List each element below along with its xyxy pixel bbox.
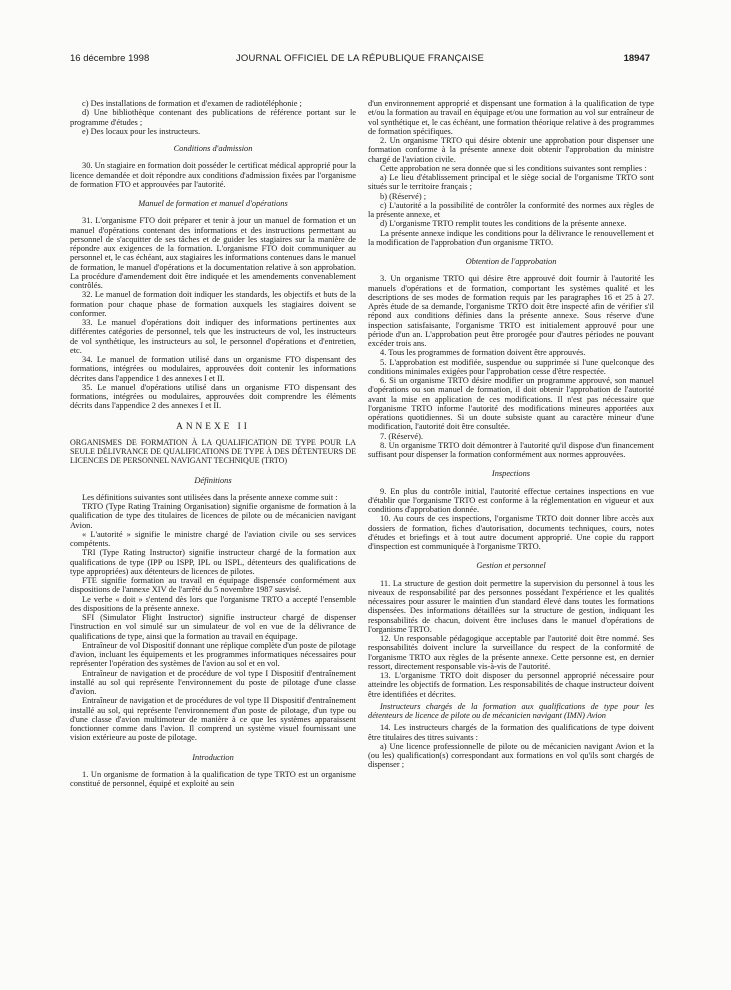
paragraph: d'un environnement approprié et dispensant une formation à la qualification de type et/ou la formation au travail en équipage et/ou une formation au vol sur entraîneur de vol synthétique et, le cas échéant, une formation théorique relative à des programmes de formation spécifiques. (368, 99, 654, 136)
right-column (368, 99, 654, 770)
paragraph: FTE signifie formation au travail en équipage dispensée conformément aux dispositions de l'annexe XIV de l'arrêté du 5 novembre 1987 susvisé. (70, 576, 356, 595)
paragraph: Les définitions suivantes sont utilisées dans la présente annexe comme suit : (82, 492, 338, 502)
page-number: 18947 (623, 53, 650, 64)
annex-title: ANNEXE II (176, 421, 250, 432)
paragraph: a) Une licence professionnelle de pilote ou de mécanicien navigant Avion et la (ou les) qualification(s) correspondant aux formations en vol qu'ils sont chargés de dispenser ; (368, 741, 654, 770)
paragraph: Cette approbation ne sera donnée que si les conditions suivantes sont remplies : (380, 163, 647, 173)
page-header (70, 52, 650, 66)
paragraph: 32. Le manuel de formation doit indiquer les standards, les objectifs et buts de la formation pour chaque phase de formation auxquels les stagiaires doivent se conformer. (70, 290, 356, 318)
paragraph: 5. L'approbation est modifiée, suspendue ou supprimée si l'une quelconque des conditions minimales exigées pour l'approbation cesse d'être respectée. (368, 357, 654, 376)
paragraph: b) (Réservé) ; (380, 191, 427, 201)
section-heading: Définitions (194, 475, 232, 485)
paragraph: 33. Le manuel d'opérations doit indiquer des informations pertinentes aux différentes catégories de personnel, tels que les instructeurs de vol, les instructeurs de vol synthétique, les instructeurs au sol, le personnel d'opérations et d'entretien, etc. (70, 318, 356, 355)
annex-subtitle: ORGANISMES DE FORMATION À LA QUALIFICATION DE TYPE POUR LA SEULE DÉLIVRANCE DE QUALIFICATIONS DE TYPE À DES DÉTENTEURS DE LICENCES DE PERSONNEL NAVIGANT TECHNIQUE (TRTO) (70, 437, 356, 466)
section-heading: Obtention de l'approbation (465, 257, 557, 266)
paragraph: e) Des locaux pour les instructeurs. (82, 126, 201, 136)
paragraph: a) Le lieu d'établissement principal et le siège social de l'organisme TRTO sont situés sur le territoire français ; (368, 173, 654, 192)
left-column (70, 99, 356, 788)
paragraph: 12. Un responsable pédagogique acceptable par l'autorité doit être nommé. Ses responsabilités doivent inclure la surveillance du respect de la conformité de l'organisme TRTO aux règles de la présente annexe. Cette personne est, en dernier ressort, directement responsable vis-à-vis de l'autorité. (368, 634, 654, 671)
paragraph: 3. Un organisme TRTO qui désire être approuvé doit fournir à l'autorité les manuels d'opérations et de formation, comportant les systèmes qualité et les descriptions de ses modes de formation requis par les paragraphes 16 et 25 à 27. Après étude de sa demande, l'organisme TRTO doit être inspecté afin de vérifier s'il répond aux conditions définies dans la présente annexe. Sous réserve d'une inspection satisfaisante, l'organisme TRTO est initialement approuvé pour une période d'un an. L'approbation peut être prorogée pour d'autres périodes ne pouvant excéder trois ans. (368, 274, 654, 348)
paragraph: Entraîneur de vol Dispositif donnant une réplique complète d'un poste de pilotage d'avion, incluant les équipements et les programmes informatiques nécessaires pour représenter l'opération des systèmes de l'avion au sol et en vol. (70, 640, 356, 669)
paragraph: 31. L'organisme FTO doit préparer et tenir à jour un manuel de formation et un manuel d'opérations contenant des informations et des instructions permettant au personnel de s'acquitter de ses tâches et de guider les stagiaires sur la manière de répondre aux exigences de la formation. L'organisme FTO doit communiquer au personnel et, le cas échéant, aux stagiaires les informations contenues dans le manuel de formation, le manuel d'opérations et la documentation relative à son approbation. La procédure d'amendement doit être indiquée et les amendements convenablement contrôlés. (70, 216, 356, 290)
paragraph: 9. En plus du contrôle initial, l'autorité effectue certaines inspections en vue d'établir que l'organisme TRTO est conforme à la réglementation en vigueur et aux conditions d'approbation donnée. (368, 486, 654, 514)
paragraph: 35. Le manuel d'opérations utilisé dans un organisme FTO dispensant des formations, intégrées ou modulaires, approuvées doit comprendre les éléments décrits dans l'appendice 2 des annexes I et II. (70, 382, 356, 411)
section-heading: Introduction (192, 752, 234, 762)
paragraph: 6. Si un organisme TRTO désire modifier un programme approuvé, son manuel d'opérations ou son manuel de formation, il doit obtenir l'approbation de l'autorité avant la mise en application de ces modifications. Il n'est pas nécessaire que l'organisme TRTO informe l'autorité des modifications mineures apportées aux opérations quotidiennes. Si un doute subsiste quant au caractère mineur d'une modification, l'autorité doit être consultée. (368, 376, 654, 432)
paragraph: 10. Au cours de ces inspections, l'organisme TRTO doit donner libre accès aux dossiers de formation, fiches d'autorisation, documents techniques, cours, notes d'études et briefings et à tout autre document approprié. Une copie du rapport d'inspection est communiquée à l'organisme TRTO. (368, 514, 654, 551)
paragraph: Entraîneur de navigation et de procédure de vol type I Dispositif d'entraînement installé au sol qui représente l'environnement du poste de pilotage d'une classe d'avion. (70, 668, 356, 696)
paragraph: c) L'autorité a la possibilité de contrôler la conformité des normes aux règles de la présente annexe, et (368, 200, 654, 219)
paragraph: d) Une bibliothèque contenant des publications de référence portant sur le programme d'études ; (70, 108, 356, 127)
section-heading: Inspections (491, 469, 531, 479)
paragraph: 34. Le manuel de formation utilisé dans un organisme FTO dispensant des formations, intégrées ou modulaires, approuvées doit contenir les informations décrites dans l'appendice 1 des annexes I et II. (70, 355, 356, 383)
section-heading: Instructeurs chargés de la formation aux qualifications de type pour les détenteurs de licence de pilote ou de mécanicien navigant (IMN) Avion (368, 701, 654, 720)
paragraph: 4. Tous les programmes de formation doivent être approuvés. (380, 348, 586, 358)
section-heading: Gestion et personnel (476, 561, 546, 571)
paragraph: 30. Un stagiaire en formation doit posséder le certificat médical approprié pour la licence demandée et doit répondre aux conditions d'admission fixées par l'organisme de formation FTO et approuvées par l'autorité. (70, 161, 356, 189)
section-heading: Manuel de formation et manuel d'opérations (138, 199, 288, 208)
paragraph: 1. Un organisme de formation à la qualification de type TRTO est un organisme constitué de personnel, équipé et exploité au sein (70, 769, 356, 788)
paragraph: 7. (Réservé). (380, 431, 424, 441)
paragraph: Entraîneur de navigation et de procédures de vol type II Dispositif d'entraînement installé au sol, qui représente l'environnement d'un poste de pilotage, d'un type ou d'une classe d'avion multimoteur de manière à ce que les systèmes apparaissent fonctionner comme dans l'avion. Il comprend un système visuel fournissant une vision extérieure au poste de pilotage. (70, 696, 356, 743)
paragraph: d) L'organisme TRTO remplit toutes les conditions de la présente annexe. (380, 219, 627, 229)
paragraph: 11. La structure de gestion doit permettre la supervision du personnel à tous les niveaux de responsabilité par des personnes possédant l'expérience et les qualités nécessaires pour assurer le maintien d'un standard élevé dans toutes les formations dispensées. Des informations détaillées sur la structure de gestion, indiquant les responsabilités de chacun, doivent être incluses dans le manuel d'opérations de l'organisme TRTO. (368, 578, 654, 634)
paragraph: 14. Les instructeurs chargés de la formation des qualifications de type doivent être titulaires des titres suivants : (368, 723, 654, 742)
paragraph: « L'autorité » signifie le ministre chargé de l'aviation civile ou ses services compétents. (70, 529, 356, 548)
journal-title: JOURNAL OFFICIEL DE LA RÉPUBLIQUE FRANÇAISE (235, 53, 485, 64)
paragraph: c) Des installations de formation et d'examen de radiotéléphonie ; (82, 99, 302, 108)
section-heading: Conditions d'admission (173, 144, 253, 153)
paragraph: TRI (Type Rating Instructor) signifie instructeur chargé de la formation aux qualifications de type (IPP ou ISPP, IPL ou ISPL, détenteurs des qualifications de type appropriées) aux détenteurs de licences de pilotes. (70, 548, 356, 576)
paragraph: 13. L'organisme TRTO doit disposer du personnel approprié nécessaire pour atteindre les objectifs de formation. Les responsabilités de chaque instructeur doivent être identifiées et décrites. (368, 671, 654, 699)
paragraph: La présente annexe indique les conditions pour la délivrance le renouvellement et la modification de l'approbation d'un organisme TRTO. (368, 228, 654, 247)
paragraph: 8. Un organisme TRTO doit démontrer à l'autorité qu'il dispose d'un financement suffisant pour dispenser la formation conformément aux normes approuvées. (368, 440, 654, 459)
paragraph: Le verbe « doit » s'entend dès lors que l'organisme TRTO a accepté l'ensemble des dispositions de la présente annexe. (70, 594, 356, 613)
paragraph: 2. Un organisme TRTO qui désire obtenir une approbation pour dispenser une formation conforme à la présente annexe doit obtenir l'approbation du ministre chargé de l'aviation civile. (368, 136, 654, 164)
paragraph: TRTO (Type Rating Training Organisation) signifie organisme de formation à la qualification de type des titulaires de licences de pilote ou de mécanicien navigant Avion. (70, 502, 356, 530)
header-date: 16 décembre 1998 (70, 53, 150, 64)
paragraph: SFI (Simulator Flight Instructor) signifie instructeur chargé de dispenser l'instruction en vol simulé sur un simulateur de vol en vue de la délivrance de qualifications de type, ainsi que la formation au travail en équipage. (70, 613, 356, 641)
